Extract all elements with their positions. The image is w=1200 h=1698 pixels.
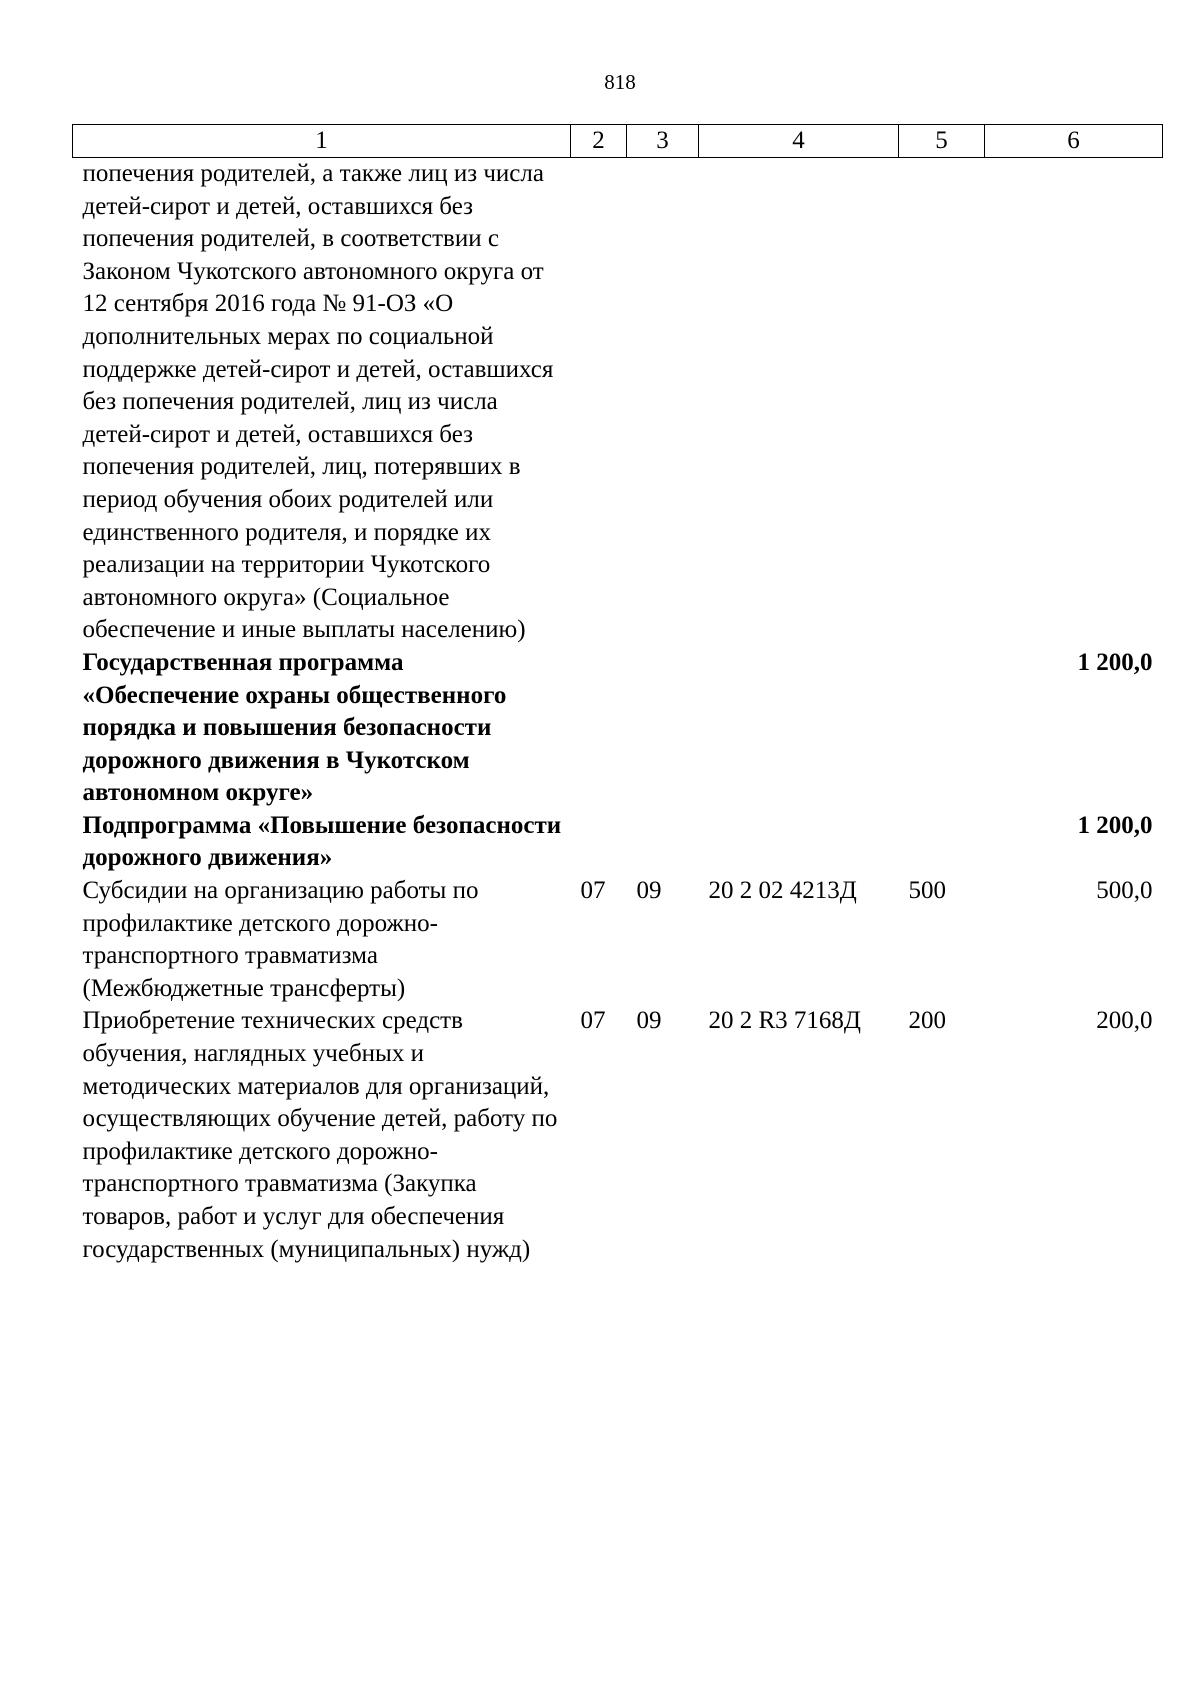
- table-row: [73, 875, 1163, 1005]
- row-subsection: [627, 158, 699, 647]
- row-section: 07: [580, 1007, 606, 1035]
- row-name: Подпрограмма «Повышение безопасности дорожного движения»: [82, 811, 562, 872]
- row-expense-type: [899, 810, 985, 875]
- row-section: 07: [580, 877, 606, 905]
- budget-table: [72, 124, 1163, 1266]
- column-header-6: 6: [985, 125, 1163, 158]
- table-row: [73, 1005, 1163, 1266]
- column-header-3: 3: [627, 125, 699, 158]
- row-subsection: [627, 647, 699, 810]
- row-expense-type: [899, 158, 985, 647]
- row-subsection: 09: [636, 1007, 662, 1035]
- table-header-row: [73, 125, 1163, 158]
- row-target: 20 2 02 4213Д: [708, 877, 857, 905]
- table-row: [73, 647, 1163, 810]
- row-name: Государственная программа «Обеспечение охраны общественного порядка и повышения безопасности дорожного движения в Чукотском автономном округе»: [82, 648, 507, 807]
- row-amount: 1 200,0: [1077, 811, 1153, 839]
- page-number: 818: [604, 70, 636, 94]
- row-name: Приобретение технических средств обучения, наглядных учебных и методических материалов для организаций, осуществляющих обучение детей, работу по профилактике детского дорожно-транспортного травматизма (Закупка товаров, работ и услуг для обеспечения государственных (муниципальных) нужд): [82, 1007, 558, 1263]
- column-header-2: 2: [571, 125, 627, 158]
- column-header-1: 1: [73, 125, 571, 158]
- row-amount: 500,0: [1096, 877, 1153, 905]
- row-target: [699, 810, 899, 875]
- row-expense-type: 200: [908, 1007, 946, 1035]
- row-expense-type: 500: [908, 877, 946, 905]
- row-subsection: 09: [636, 877, 662, 905]
- row-amount: 1 200,0: [1077, 648, 1153, 676]
- table-body: [73, 158, 1163, 1267]
- row-section: [571, 647, 627, 810]
- row-target: [699, 158, 899, 647]
- table-header: [73, 125, 1163, 158]
- row-name: Субсидии на организацию работы по профилактике детского дорожно-транспортного травматизма (Межбюджетные трансферты): [82, 877, 479, 1002]
- row-section: [571, 810, 627, 875]
- row-target: 20 2 R3 7168Д: [708, 1007, 861, 1035]
- row-target: [699, 647, 899, 810]
- table-row: [73, 158, 1163, 647]
- column-header-5: 5: [899, 125, 985, 158]
- row-amount: [985, 158, 1163, 647]
- row-amount: 200,0: [1096, 1007, 1153, 1035]
- column-header-4: 4: [699, 125, 899, 158]
- row-subsection: [627, 810, 699, 875]
- table-row: [73, 810, 1163, 875]
- row-expense-type: [899, 647, 985, 810]
- row-section: [571, 158, 627, 647]
- row-name: попечения родителей, а также лиц из числа детей-сирот и детей, оставшихся без попечения родителей, в соответствии с Законом Чукотского автономного округа от 12 сентября 2016 года № 91-ОЗ «О дополнительных мерах по социальной поддержке детей-сирот и детей, оставшихся без попечения родителей, лиц из числа детей-сирот и детей, оставшихся без попечения родителей, лиц, потерявших в период обучения обоих родителей или единственного родителя, и порядке их реализации на территории Чукотского автономного округа» (Социальное обеспечение и иные выплаты населению): [82, 160, 554, 644]
